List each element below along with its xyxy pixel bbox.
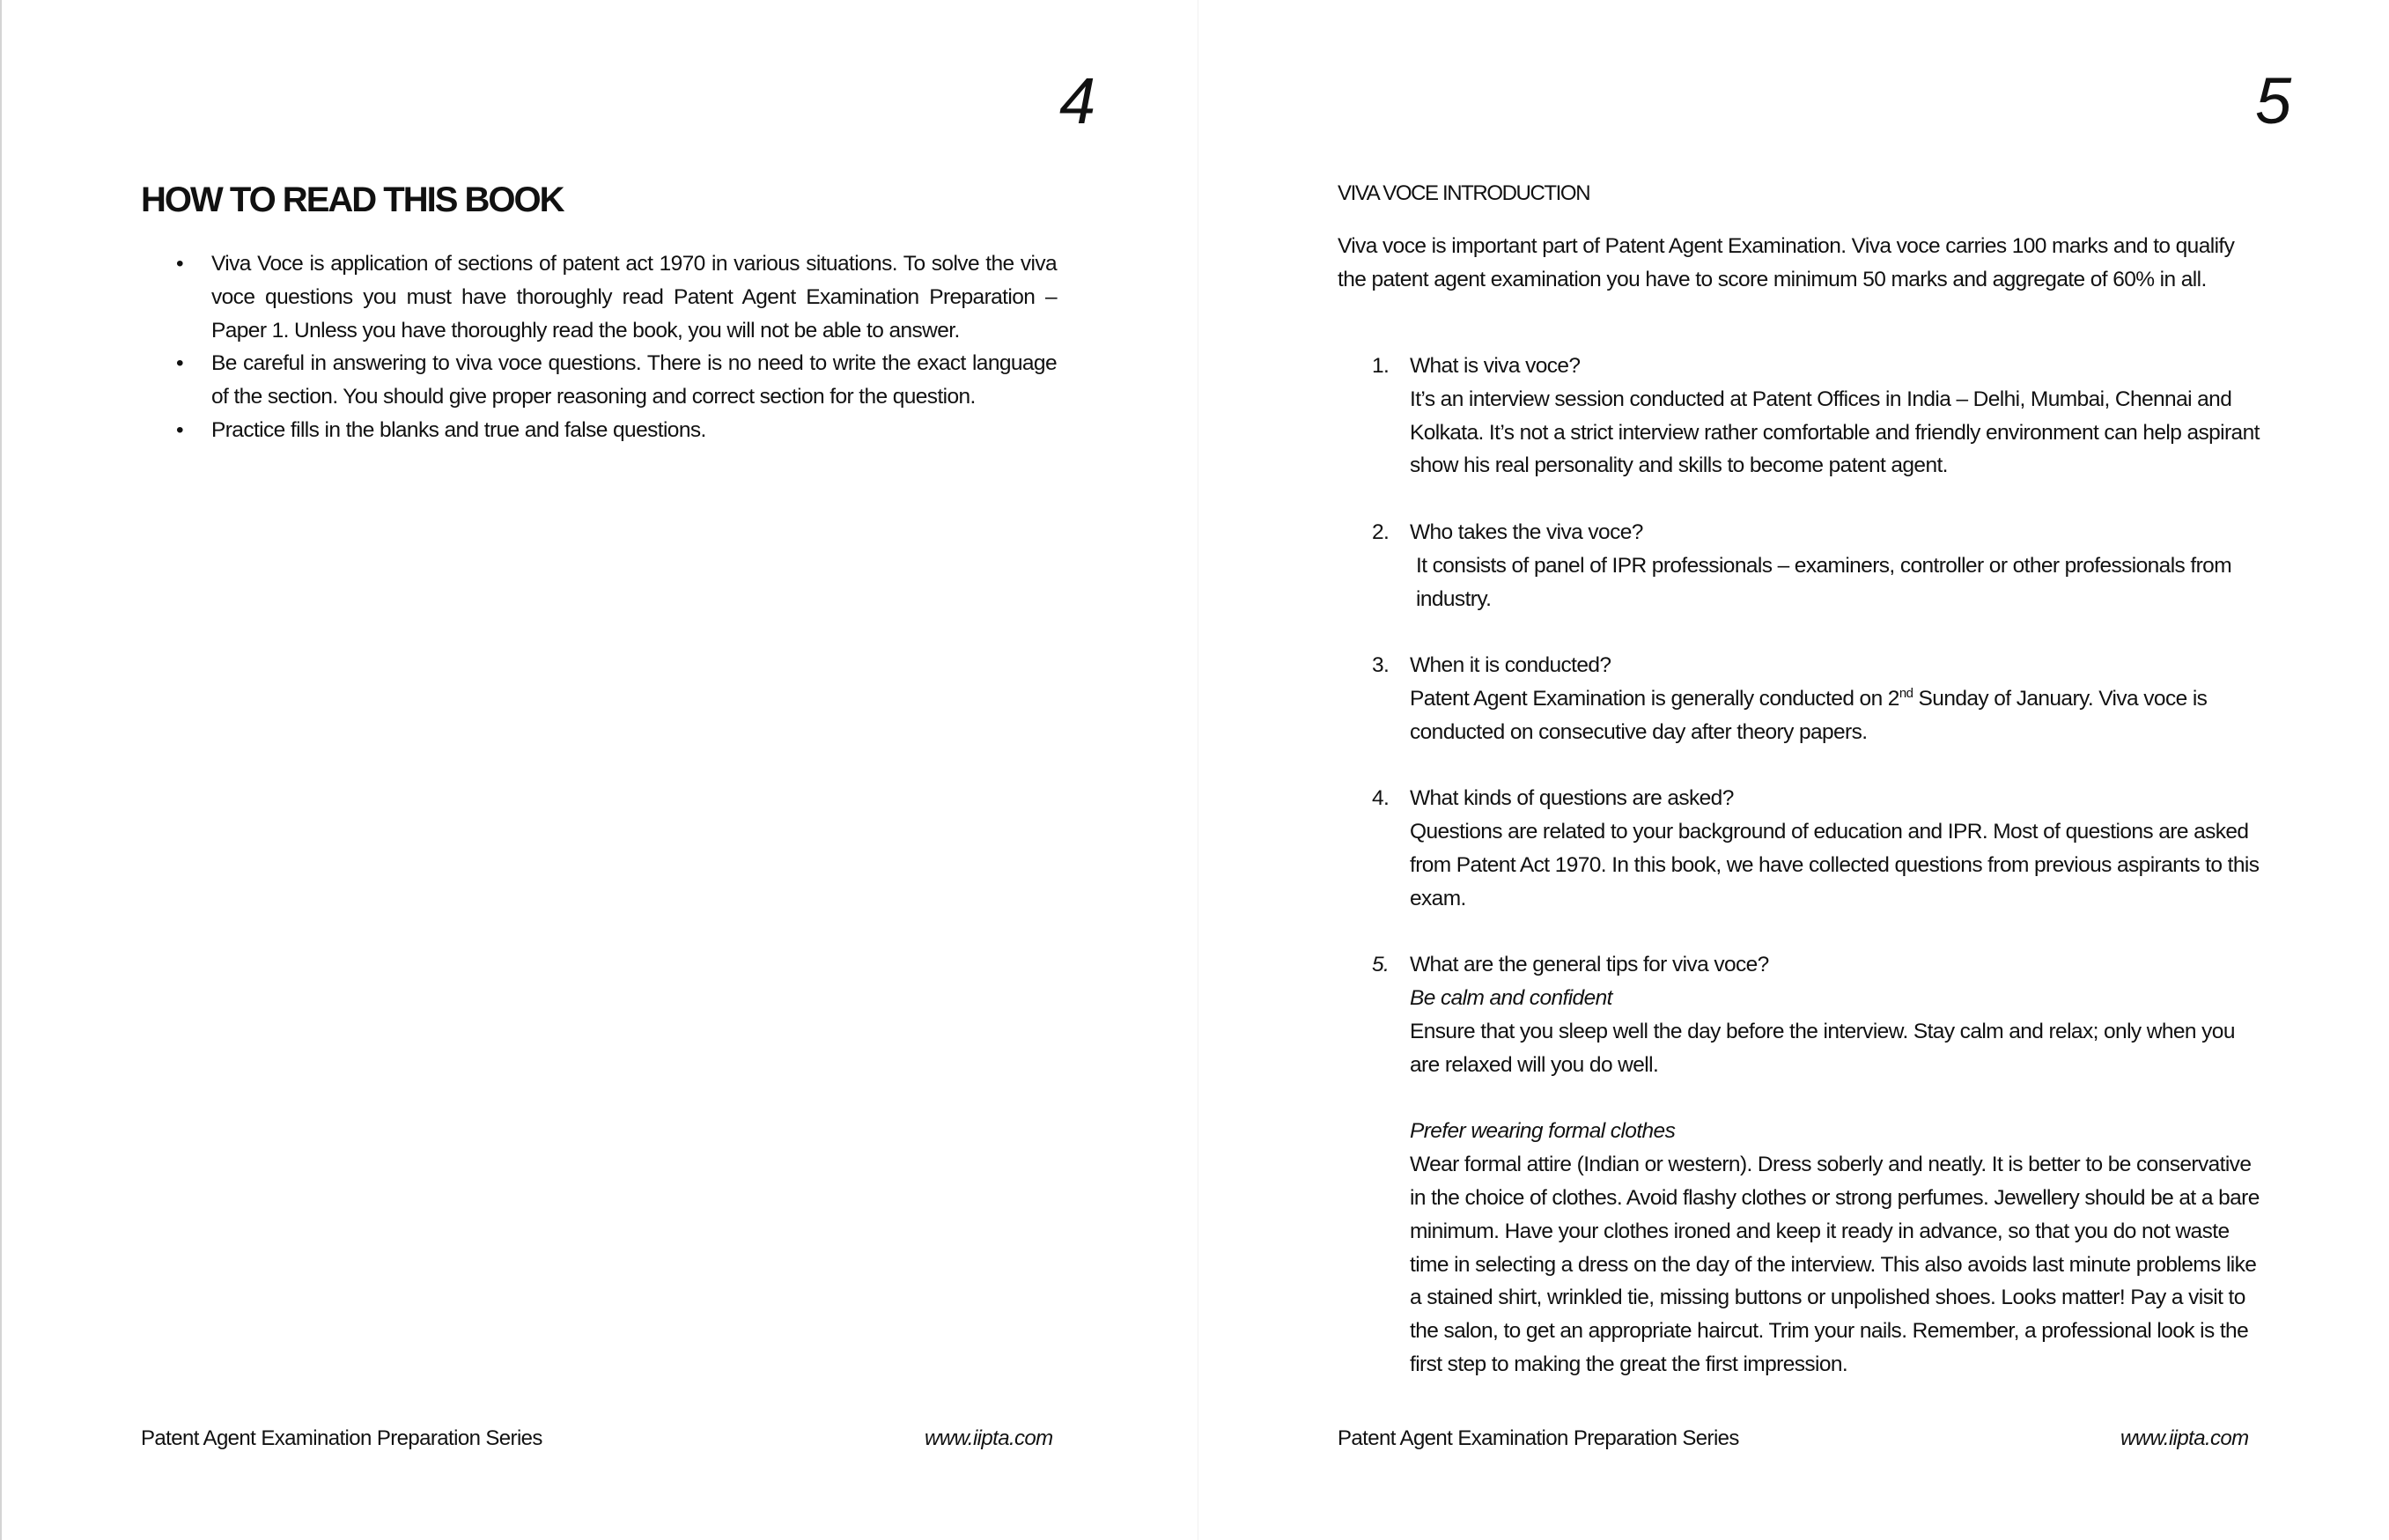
question-number: 4. [1372, 786, 1390, 811]
page-heading: HOW TO READ THIS BOOK [141, 181, 564, 219]
question-number: 3. [1372, 653, 1390, 678]
intro-paragraph: Viva voce is important part of Patent Agent Examination. Viva voce carries 100 marks and to qualify the patent agent examination you have to score minimum 50 marks and aggregate of 60% in all. [1338, 234, 2235, 291]
page-5 [1198, 0, 2389, 1540]
question-number: 1. [1372, 354, 1390, 378]
ordinal-suffix: nd [1899, 685, 1913, 701]
list-item [176, 347, 1057, 414]
list-item [1372, 782, 2264, 915]
spacer [1410, 1082, 2264, 1116]
tip-title: Prefer wearing formal clothes [1410, 1119, 1676, 1144]
answer-text: It’s an interview session conducted at Patent Offices in India – Delhi, Mumbai, Chennai and Kolkata. It’s not a strict interview rather comfortable and friendly environment can help aspirant show his real personality and skills to become patent agent. [1410, 387, 2260, 478]
question-text: When it is conducted? [1410, 653, 1611, 678]
footer-series-title: Patent Agent Examination Preparation Series [1338, 1426, 1739, 1450]
list-item [176, 414, 1057, 447]
bullet-icon: • [176, 252, 183, 276]
answer-text: It consists of panel of IPR professionals – examiners, controller or other professionals from industry. [1416, 553, 2232, 611]
bullet-icon: • [176, 417, 183, 442]
page-number: 5 [2255, 64, 2292, 137]
bullet-list [176, 247, 1057, 447]
answer-text [1410, 682, 2264, 749]
question-text: Who takes the viva voce? [1410, 519, 1643, 544]
list-item [1372, 948, 2264, 1381]
list-item [1372, 516, 2264, 615]
section-title: VIVA VOCE INTRODUCTION [1338, 181, 1590, 205]
tip-title: Be calm and confident [1410, 986, 1612, 1011]
question-list [1372, 350, 2264, 1415]
question-text: What kinds of questions are asked? [1410, 786, 1734, 811]
footer-website: www.iipta.com [925, 1426, 1053, 1450]
answer-text: Questions are related to your background of education and IPR. Most of questions are asked from Patent Act 1970. In this book, we have collected questions from previous aspirants to this exam. [1410, 820, 2260, 910]
page-number: 4 [1059, 64, 1096, 137]
question-text: What are the general tips for viva voce? [1410, 953, 1769, 977]
list-item [176, 247, 1057, 347]
answer-text-part: Patent Agent Examination is generally conducted on 2 [1410, 686, 1899, 711]
tip-text: Ensure that you sleep well the day before the interview. Stay calm and relax; only when you are relaxed will you do well. [1410, 1019, 2235, 1077]
bullet-text: Be careful in answering to viva voce questions. There is no need to write the exact language of the section. You should give proper reasoning and correct section for the question. [211, 351, 1057, 409]
question-text: What is viva voce? [1410, 354, 1581, 378]
list-item [1372, 350, 2264, 483]
list-item [1372, 649, 2264, 748]
bullet-text: Viva Voce is application of sections of patent act 1970 in various situations. To solve the viva voce questions you must have thoroughly read Patent Agent Examination Preparation – Paper 1. Unless you have thoroughly read the book, you will not be able to answer. [211, 252, 1057, 343]
question-number: 2. [1372, 519, 1390, 544]
footer-website: www.iipta.com [2120, 1426, 2249, 1450]
bullet-icon: • [176, 351, 183, 376]
answer-text-part: Sunday of January. Viva voce is conducted on consecutive day after theory papers. [1410, 686, 2208, 744]
question-number: 5. [1372, 953, 1390, 977]
footer-series-title: Patent Agent Examination Preparation Series [141, 1426, 542, 1450]
tip-text: Wear formal attire (Indian or western). Dress soberly and neatly. It is better to be conservative in the choice of clothes. Avoid flashy clothes or strong perfumes. Jewellery should be at a bare minimum. Have your clothes ironed and keep it ready in advance, so that you do not waste time in selecting a dress on the day of the interview. This also avoids last minute problems like a stained shirt, wrinkled tie, missing buttons or unpolished shoes. Looks matter! Pay a visit to the salon, to get an appropriate haircut. Trim your nails. Remember, a professional look is the first step to making the great the first impression. [1410, 1153, 2260, 1376]
bullet-text: Practice fills in the blanks and true and false questions. [211, 417, 706, 442]
